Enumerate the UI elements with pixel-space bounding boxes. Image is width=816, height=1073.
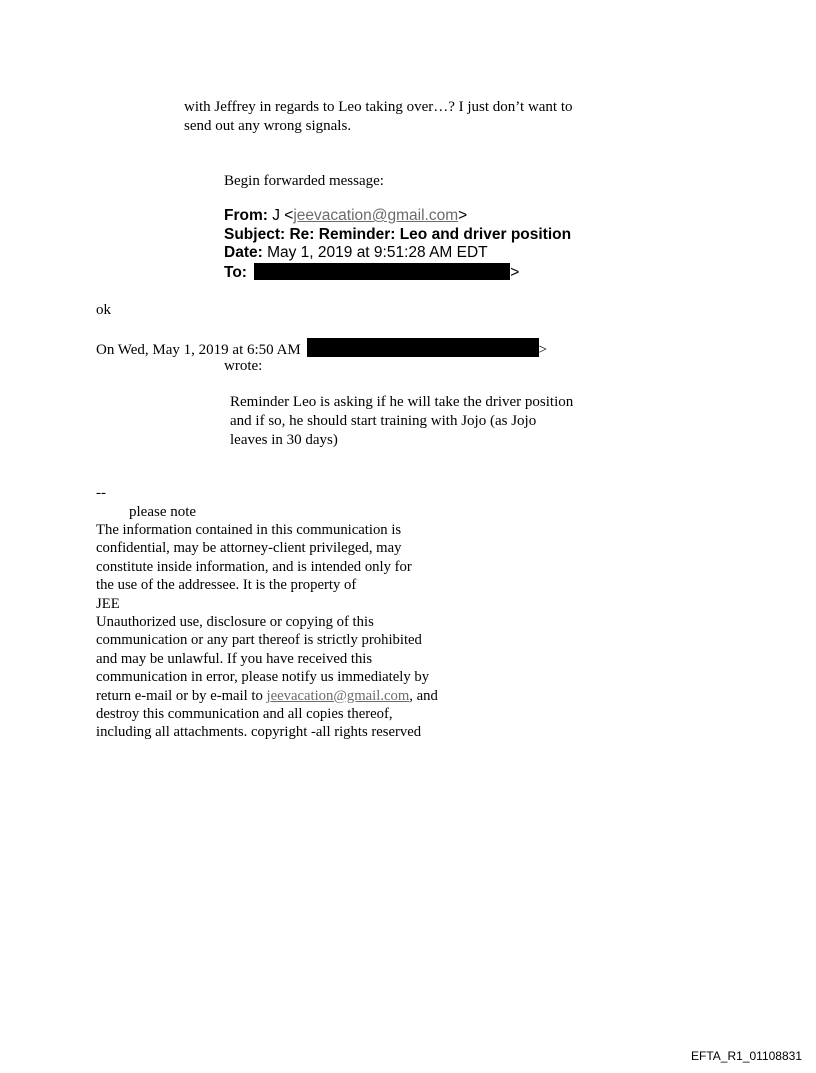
quoted-line: Reminder Leo is asking if he will take the driver position bbox=[230, 394, 574, 410]
intro-line: send out any wrong signals. bbox=[184, 118, 352, 134]
return-prefix: return e-mail or by e-mail to bbox=[96, 687, 267, 704]
to-label: To: bbox=[224, 263, 247, 281]
reply-text: ok bbox=[96, 302, 111, 318]
quote-close: > bbox=[538, 342, 547, 358]
to-row bbox=[224, 263, 571, 283]
subject-value: Re: Reminder: Leo and driver position bbox=[289, 225, 572, 243]
quote-header bbox=[96, 338, 547, 360]
document-id: EFTA_R1_01108831 bbox=[691, 1049, 802, 1063]
from-name: J < bbox=[272, 207, 294, 224]
from-row bbox=[224, 207, 571, 226]
disclaimer-line: communication or any part thereof is strictly prohibited bbox=[96, 632, 422, 649]
disclaimer-line: confidential, may be attorney-client privileged, may bbox=[96, 540, 402, 557]
redaction-box bbox=[254, 263, 510, 280]
disclaimer-line: including all attachments. copyright -all rights reserved bbox=[96, 724, 422, 741]
subject-row bbox=[224, 226, 571, 245]
from-label: From: bbox=[224, 207, 268, 224]
to-close: > bbox=[510, 263, 520, 281]
from-close: > bbox=[458, 207, 468, 224]
redaction-box bbox=[307, 338, 539, 357]
date-row bbox=[224, 244, 571, 263]
signature-note: please note bbox=[129, 504, 197, 520]
forward-header bbox=[224, 207, 571, 282]
disclaimer-line: the use of the addressee. It is the property of bbox=[96, 577, 357, 594]
intro-line: with Jeffrey in regards to Leo taking over…? I just don’t want to bbox=[184, 99, 573, 115]
from-email-link[interactable]: jeevacation@gmail.com bbox=[293, 207, 459, 224]
intro-text bbox=[184, 98, 573, 136]
forward-begin: Begin forwarded message: bbox=[224, 173, 384, 189]
date-value: May 1, 2019 at 9:51:28 AM EDT bbox=[267, 244, 488, 261]
disclaimer-line: JEE bbox=[96, 595, 120, 612]
quoted-body bbox=[230, 393, 573, 450]
quoted-line: leaves in 30 days) bbox=[230, 432, 338, 448]
quote-wrote: wrote: bbox=[224, 358, 263, 374]
disclaimer-line: destroy this communication and all copies thereof, bbox=[96, 706, 393, 723]
disclaimer-line: The information contained in this communication is bbox=[96, 522, 402, 538]
disclaimer-line: and may be unlawful. If you have received this bbox=[96, 650, 373, 667]
quote-prefix: On Wed, May 1, 2019 at 6:50 AM bbox=[96, 342, 301, 358]
disclaimer-line: communication in error, please notify us immediately by bbox=[96, 669, 430, 686]
signature-dashes: -- bbox=[96, 485, 106, 501]
return-email-link[interactable]: jeevacation@gmail.com bbox=[266, 687, 410, 704]
date-label: Date: bbox=[224, 244, 263, 261]
quoted-line: and if so, he should start training with Jojo (as Jojo bbox=[230, 413, 537, 429]
disclaimer-line: Unauthorized use, disclosure or copying of this bbox=[96, 614, 374, 631]
disclaimer-line: constitute inside information, and is intended only for bbox=[96, 558, 412, 575]
disclaimer-line bbox=[96, 687, 438, 705]
disclaimer-text bbox=[96, 521, 438, 742]
return-suffix: , and bbox=[409, 687, 438, 704]
subject-label: Subject: bbox=[224, 225, 286, 243]
